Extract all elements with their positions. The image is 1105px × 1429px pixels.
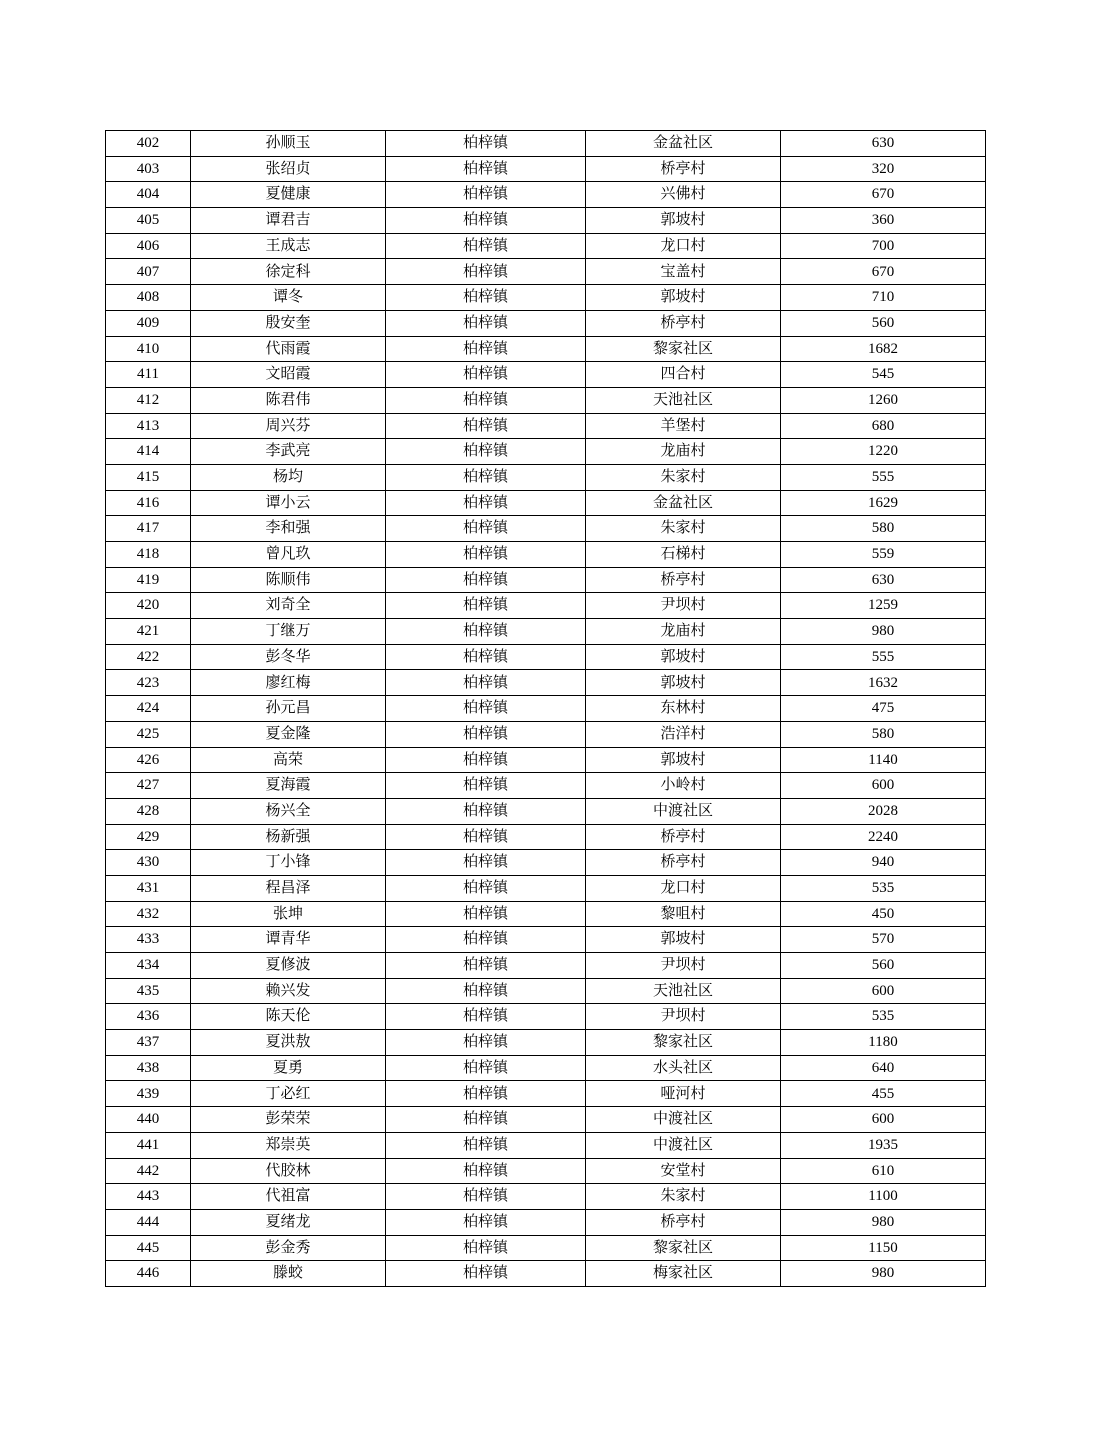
cell-town: 柏梓镇	[386, 413, 586, 439]
cell-village: 尹坝村	[586, 953, 781, 979]
cell-amount: 1180	[781, 1030, 986, 1056]
cell-town: 柏梓镇	[386, 927, 586, 953]
cell-village: 中渡社区	[586, 1132, 781, 1158]
cell-name: 廖红梅	[191, 670, 386, 696]
cell-village: 黎家社区	[586, 336, 781, 362]
cell-amount: 1632	[781, 670, 986, 696]
table-row	[106, 619, 986, 645]
cell-id: 422	[106, 644, 191, 670]
table-row	[106, 824, 986, 850]
table-row	[106, 387, 986, 413]
cell-amount: 670	[781, 182, 986, 208]
cell-id: 441	[106, 1132, 191, 1158]
table-row	[106, 1055, 986, 1081]
cell-id: 431	[106, 875, 191, 901]
cell-amount: 580	[781, 516, 986, 542]
cell-amount: 545	[781, 362, 986, 388]
cell-amount: 320	[781, 156, 986, 182]
cell-name: 孙顺玉	[191, 131, 386, 157]
cell-id: 434	[106, 953, 191, 979]
cell-village: 郭坡村	[586, 208, 781, 234]
cell-amount: 630	[781, 131, 986, 157]
cell-name: 高荣	[191, 747, 386, 773]
table-row	[106, 773, 986, 799]
table-row	[106, 310, 986, 336]
cell-town: 柏梓镇	[386, 1132, 586, 1158]
table-row	[106, 1235, 986, 1261]
cell-amount: 710	[781, 285, 986, 311]
cell-amount: 640	[781, 1055, 986, 1081]
cell-name: 丁继万	[191, 619, 386, 645]
cell-town: 柏梓镇	[386, 593, 586, 619]
cell-village: 郭坡村	[586, 644, 781, 670]
table-row	[106, 362, 986, 388]
cell-amount: 980	[781, 1261, 986, 1287]
cell-name: 彭荣荣	[191, 1107, 386, 1133]
table-row	[106, 798, 986, 824]
cell-name: 张绍贞	[191, 156, 386, 182]
table-row	[106, 644, 986, 670]
cell-amount: 980	[781, 1209, 986, 1235]
table-row	[106, 850, 986, 876]
table-row	[106, 1107, 986, 1133]
cell-amount: 1682	[781, 336, 986, 362]
cell-name: 文昭霞	[191, 362, 386, 388]
cell-village: 桥亭村	[586, 310, 781, 336]
cell-name: 彭金秀	[191, 1235, 386, 1261]
table-row	[106, 1132, 986, 1158]
cell-village: 小岭村	[586, 773, 781, 799]
cell-town: 柏梓镇	[386, 1209, 586, 1235]
cell-id: 412	[106, 387, 191, 413]
cell-name: 滕蛟	[191, 1261, 386, 1287]
cell-id: 435	[106, 978, 191, 1004]
cell-town: 柏梓镇	[386, 1030, 586, 1056]
cell-id: 409	[106, 310, 191, 336]
cell-amount: 570	[781, 927, 986, 953]
table-row	[106, 182, 986, 208]
cell-name: 谭青华	[191, 927, 386, 953]
cell-amount: 555	[781, 644, 986, 670]
cell-village: 龙庙村	[586, 619, 781, 645]
cell-name: 代胶林	[191, 1158, 386, 1184]
cell-town: 柏梓镇	[386, 285, 586, 311]
cell-id: 403	[106, 156, 191, 182]
cell-town: 柏梓镇	[386, 542, 586, 568]
cell-name: 张坤	[191, 901, 386, 927]
cell-amount: 1260	[781, 387, 986, 413]
table-row	[106, 1030, 986, 1056]
cell-name: 刘奇全	[191, 593, 386, 619]
cell-name: 谭冬	[191, 285, 386, 311]
cell-village: 黎家社区	[586, 1235, 781, 1261]
cell-village: 朱家村	[586, 464, 781, 490]
table-row	[106, 131, 986, 157]
cell-id: 428	[106, 798, 191, 824]
cell-id: 426	[106, 747, 191, 773]
table-row	[106, 875, 986, 901]
cell-town: 柏梓镇	[386, 131, 586, 157]
table-row	[106, 1261, 986, 1287]
cell-id: 432	[106, 901, 191, 927]
table-row	[106, 1184, 986, 1210]
cell-id: 442	[106, 1158, 191, 1184]
cell-village: 天池社区	[586, 387, 781, 413]
cell-name: 代祖富	[191, 1184, 386, 1210]
cell-town: 柏梓镇	[386, 978, 586, 1004]
cell-town: 柏梓镇	[386, 1261, 586, 1287]
cell-amount: 600	[781, 773, 986, 799]
cell-town: 柏梓镇	[386, 567, 586, 593]
cell-town: 柏梓镇	[386, 773, 586, 799]
table-row	[106, 542, 986, 568]
cell-town: 柏梓镇	[386, 850, 586, 876]
cell-town: 柏梓镇	[386, 259, 586, 285]
cell-town: 柏梓镇	[386, 310, 586, 336]
cell-name: 程昌泽	[191, 875, 386, 901]
cell-name: 夏洪敖	[191, 1030, 386, 1056]
cell-id: 408	[106, 285, 191, 311]
cell-id: 411	[106, 362, 191, 388]
cell-amount: 680	[781, 413, 986, 439]
cell-id: 420	[106, 593, 191, 619]
cell-name: 殷安奎	[191, 310, 386, 336]
table-row	[106, 490, 986, 516]
cell-village: 四合村	[586, 362, 781, 388]
cell-id: 417	[106, 516, 191, 542]
cell-id: 429	[106, 824, 191, 850]
cell-village: 朱家村	[586, 516, 781, 542]
cell-town: 柏梓镇	[386, 953, 586, 979]
cell-id: 436	[106, 1004, 191, 1030]
cell-amount: 535	[781, 1004, 986, 1030]
cell-village: 桥亭村	[586, 156, 781, 182]
cell-id: 445	[106, 1235, 191, 1261]
cell-amount: 555	[781, 464, 986, 490]
cell-name: 杨均	[191, 464, 386, 490]
table-row	[106, 747, 986, 773]
cell-name: 杨新强	[191, 824, 386, 850]
cell-id: 414	[106, 439, 191, 465]
cell-id: 425	[106, 721, 191, 747]
cell-town: 柏梓镇	[386, 233, 586, 259]
cell-village: 尹坝村	[586, 1004, 781, 1030]
cell-amount: 600	[781, 978, 986, 1004]
table-row	[106, 567, 986, 593]
cell-village: 中渡社区	[586, 1107, 781, 1133]
cell-amount: 600	[781, 1107, 986, 1133]
cell-id: 440	[106, 1107, 191, 1133]
cell-village: 水头社区	[586, 1055, 781, 1081]
cell-amount: 1100	[781, 1184, 986, 1210]
cell-village: 宝盖村	[586, 259, 781, 285]
cell-town: 柏梓镇	[386, 1158, 586, 1184]
cell-amount: 1140	[781, 747, 986, 773]
cell-id: 444	[106, 1209, 191, 1235]
cell-town: 柏梓镇	[386, 1235, 586, 1261]
cell-id: 433	[106, 927, 191, 953]
cell-id: 404	[106, 182, 191, 208]
cell-name: 谭君吉	[191, 208, 386, 234]
cell-village: 中渡社区	[586, 798, 781, 824]
cell-village: 郭坡村	[586, 285, 781, 311]
cell-amount: 980	[781, 619, 986, 645]
cell-village: 梅家社区	[586, 1261, 781, 1287]
cell-name: 丁必红	[191, 1081, 386, 1107]
cell-amount: 670	[781, 259, 986, 285]
cell-name: 陈天伦	[191, 1004, 386, 1030]
cell-town: 柏梓镇	[386, 824, 586, 850]
cell-village: 龙庙村	[586, 439, 781, 465]
cell-village: 郭坡村	[586, 747, 781, 773]
cell-town: 柏梓镇	[386, 747, 586, 773]
cell-village: 金盆社区	[586, 490, 781, 516]
cell-id: 423	[106, 670, 191, 696]
cell-name: 夏勇	[191, 1055, 386, 1081]
table-row	[106, 901, 986, 927]
cell-name: 代雨霞	[191, 336, 386, 362]
cell-id: 424	[106, 696, 191, 722]
cell-name: 杨兴全	[191, 798, 386, 824]
cell-id: 418	[106, 542, 191, 568]
cell-amount: 455	[781, 1081, 986, 1107]
cell-town: 柏梓镇	[386, 464, 586, 490]
cell-name: 丁小锋	[191, 850, 386, 876]
cell-town: 柏梓镇	[386, 1004, 586, 1030]
cell-name: 陈君伟	[191, 387, 386, 413]
cell-name: 李和强	[191, 516, 386, 542]
cell-id: 430	[106, 850, 191, 876]
cell-village: 朱家村	[586, 1184, 781, 1210]
table-row	[106, 413, 986, 439]
cell-id: 405	[106, 208, 191, 234]
cell-village: 安堂村	[586, 1158, 781, 1184]
table-row	[106, 516, 986, 542]
cell-id: 407	[106, 259, 191, 285]
cell-town: 柏梓镇	[386, 644, 586, 670]
cell-amount: 475	[781, 696, 986, 722]
cell-village: 羊堡村	[586, 413, 781, 439]
table-row	[106, 233, 986, 259]
cell-town: 柏梓镇	[386, 1081, 586, 1107]
cell-name: 徐定科	[191, 259, 386, 285]
cell-amount: 1259	[781, 593, 986, 619]
table-row	[106, 208, 986, 234]
table-row	[106, 670, 986, 696]
cell-name: 孙元昌	[191, 696, 386, 722]
cell-town: 柏梓镇	[386, 208, 586, 234]
cell-village: 尹坝村	[586, 593, 781, 619]
table-row	[106, 927, 986, 953]
cell-amount: 1150	[781, 1235, 986, 1261]
cell-town: 柏梓镇	[386, 156, 586, 182]
table-row	[106, 1158, 986, 1184]
cell-village: 桥亭村	[586, 1209, 781, 1235]
cell-name: 李武亮	[191, 439, 386, 465]
cell-village: 金盆社区	[586, 131, 781, 157]
cell-amount: 2240	[781, 824, 986, 850]
cell-village: 龙口村	[586, 875, 781, 901]
cell-id: 446	[106, 1261, 191, 1287]
cell-town: 柏梓镇	[386, 798, 586, 824]
cell-amount: 2028	[781, 798, 986, 824]
cell-id: 415	[106, 464, 191, 490]
cell-amount: 610	[781, 1158, 986, 1184]
cell-village: 兴佛村	[586, 182, 781, 208]
cell-id: 421	[106, 619, 191, 645]
cell-id: 437	[106, 1030, 191, 1056]
cell-town: 柏梓镇	[386, 490, 586, 516]
cell-name: 夏健康	[191, 182, 386, 208]
cell-village: 桥亭村	[586, 567, 781, 593]
cell-amount: 559	[781, 542, 986, 568]
cell-town: 柏梓镇	[386, 439, 586, 465]
table-row	[106, 439, 986, 465]
cell-amount: 560	[781, 310, 986, 336]
cell-name: 陈顺伟	[191, 567, 386, 593]
cell-town: 柏梓镇	[386, 362, 586, 388]
cell-village: 黎咀村	[586, 901, 781, 927]
cell-town: 柏梓镇	[386, 670, 586, 696]
cell-town: 柏梓镇	[386, 387, 586, 413]
table-row	[106, 721, 986, 747]
table-row	[106, 1209, 986, 1235]
cell-village: 哑河村	[586, 1081, 781, 1107]
cell-amount: 1935	[781, 1132, 986, 1158]
cell-name: 郑崇英	[191, 1132, 386, 1158]
cell-name: 周兴芬	[191, 413, 386, 439]
cell-town: 柏梓镇	[386, 1107, 586, 1133]
table-row	[106, 1004, 986, 1030]
cell-town: 柏梓镇	[386, 901, 586, 927]
cell-village: 天池社区	[586, 978, 781, 1004]
cell-name: 夏金隆	[191, 721, 386, 747]
cell-amount: 700	[781, 233, 986, 259]
cell-village: 浩洋村	[586, 721, 781, 747]
cell-village: 桥亭村	[586, 824, 781, 850]
cell-amount: 580	[781, 721, 986, 747]
cell-name: 彭冬华	[191, 644, 386, 670]
table-row	[106, 953, 986, 979]
cell-name: 夏绪龙	[191, 1209, 386, 1235]
cell-town: 柏梓镇	[386, 696, 586, 722]
table-row	[106, 593, 986, 619]
cell-id: 427	[106, 773, 191, 799]
cell-town: 柏梓镇	[386, 516, 586, 542]
cell-village: 石梯村	[586, 542, 781, 568]
cell-amount: 1629	[781, 490, 986, 516]
cell-village: 桥亭村	[586, 850, 781, 876]
cell-town: 柏梓镇	[386, 619, 586, 645]
table-row	[106, 156, 986, 182]
table-row	[106, 464, 986, 490]
cell-amount: 1220	[781, 439, 986, 465]
cell-town: 柏梓镇	[386, 336, 586, 362]
cell-amount: 360	[781, 208, 986, 234]
cell-id: 438	[106, 1055, 191, 1081]
cell-id: 439	[106, 1081, 191, 1107]
cell-name: 谭小云	[191, 490, 386, 516]
cell-amount: 450	[781, 901, 986, 927]
table-row	[106, 696, 986, 722]
cell-id: 413	[106, 413, 191, 439]
table-row	[106, 978, 986, 1004]
roster-table-body	[106, 131, 986, 1287]
cell-name: 夏海霞	[191, 773, 386, 799]
cell-id: 406	[106, 233, 191, 259]
table-row	[106, 259, 986, 285]
cell-id: 402	[106, 131, 191, 157]
cell-name: 王成志	[191, 233, 386, 259]
cell-id: 410	[106, 336, 191, 362]
cell-amount: 560	[781, 953, 986, 979]
cell-town: 柏梓镇	[386, 875, 586, 901]
table-row	[106, 336, 986, 362]
cell-name: 赖兴发	[191, 978, 386, 1004]
cell-village: 龙口村	[586, 233, 781, 259]
cell-village: 黎家社区	[586, 1030, 781, 1056]
cell-town: 柏梓镇	[386, 1055, 586, 1081]
cell-name: 夏修波	[191, 953, 386, 979]
cell-village: 东林村	[586, 696, 781, 722]
cell-id: 416	[106, 490, 191, 516]
table-row	[106, 285, 986, 311]
cell-village: 郭坡村	[586, 670, 781, 696]
roster-table	[105, 130, 986, 1287]
cell-village: 郭坡村	[586, 927, 781, 953]
cell-name: 曾凡玖	[191, 542, 386, 568]
cell-amount: 535	[781, 875, 986, 901]
cell-id: 443	[106, 1184, 191, 1210]
cell-town: 柏梓镇	[386, 721, 586, 747]
cell-amount: 940	[781, 850, 986, 876]
cell-town: 柏梓镇	[386, 1184, 586, 1210]
cell-town: 柏梓镇	[386, 182, 586, 208]
table-row	[106, 1081, 986, 1107]
cell-id: 419	[106, 567, 191, 593]
cell-amount: 630	[781, 567, 986, 593]
